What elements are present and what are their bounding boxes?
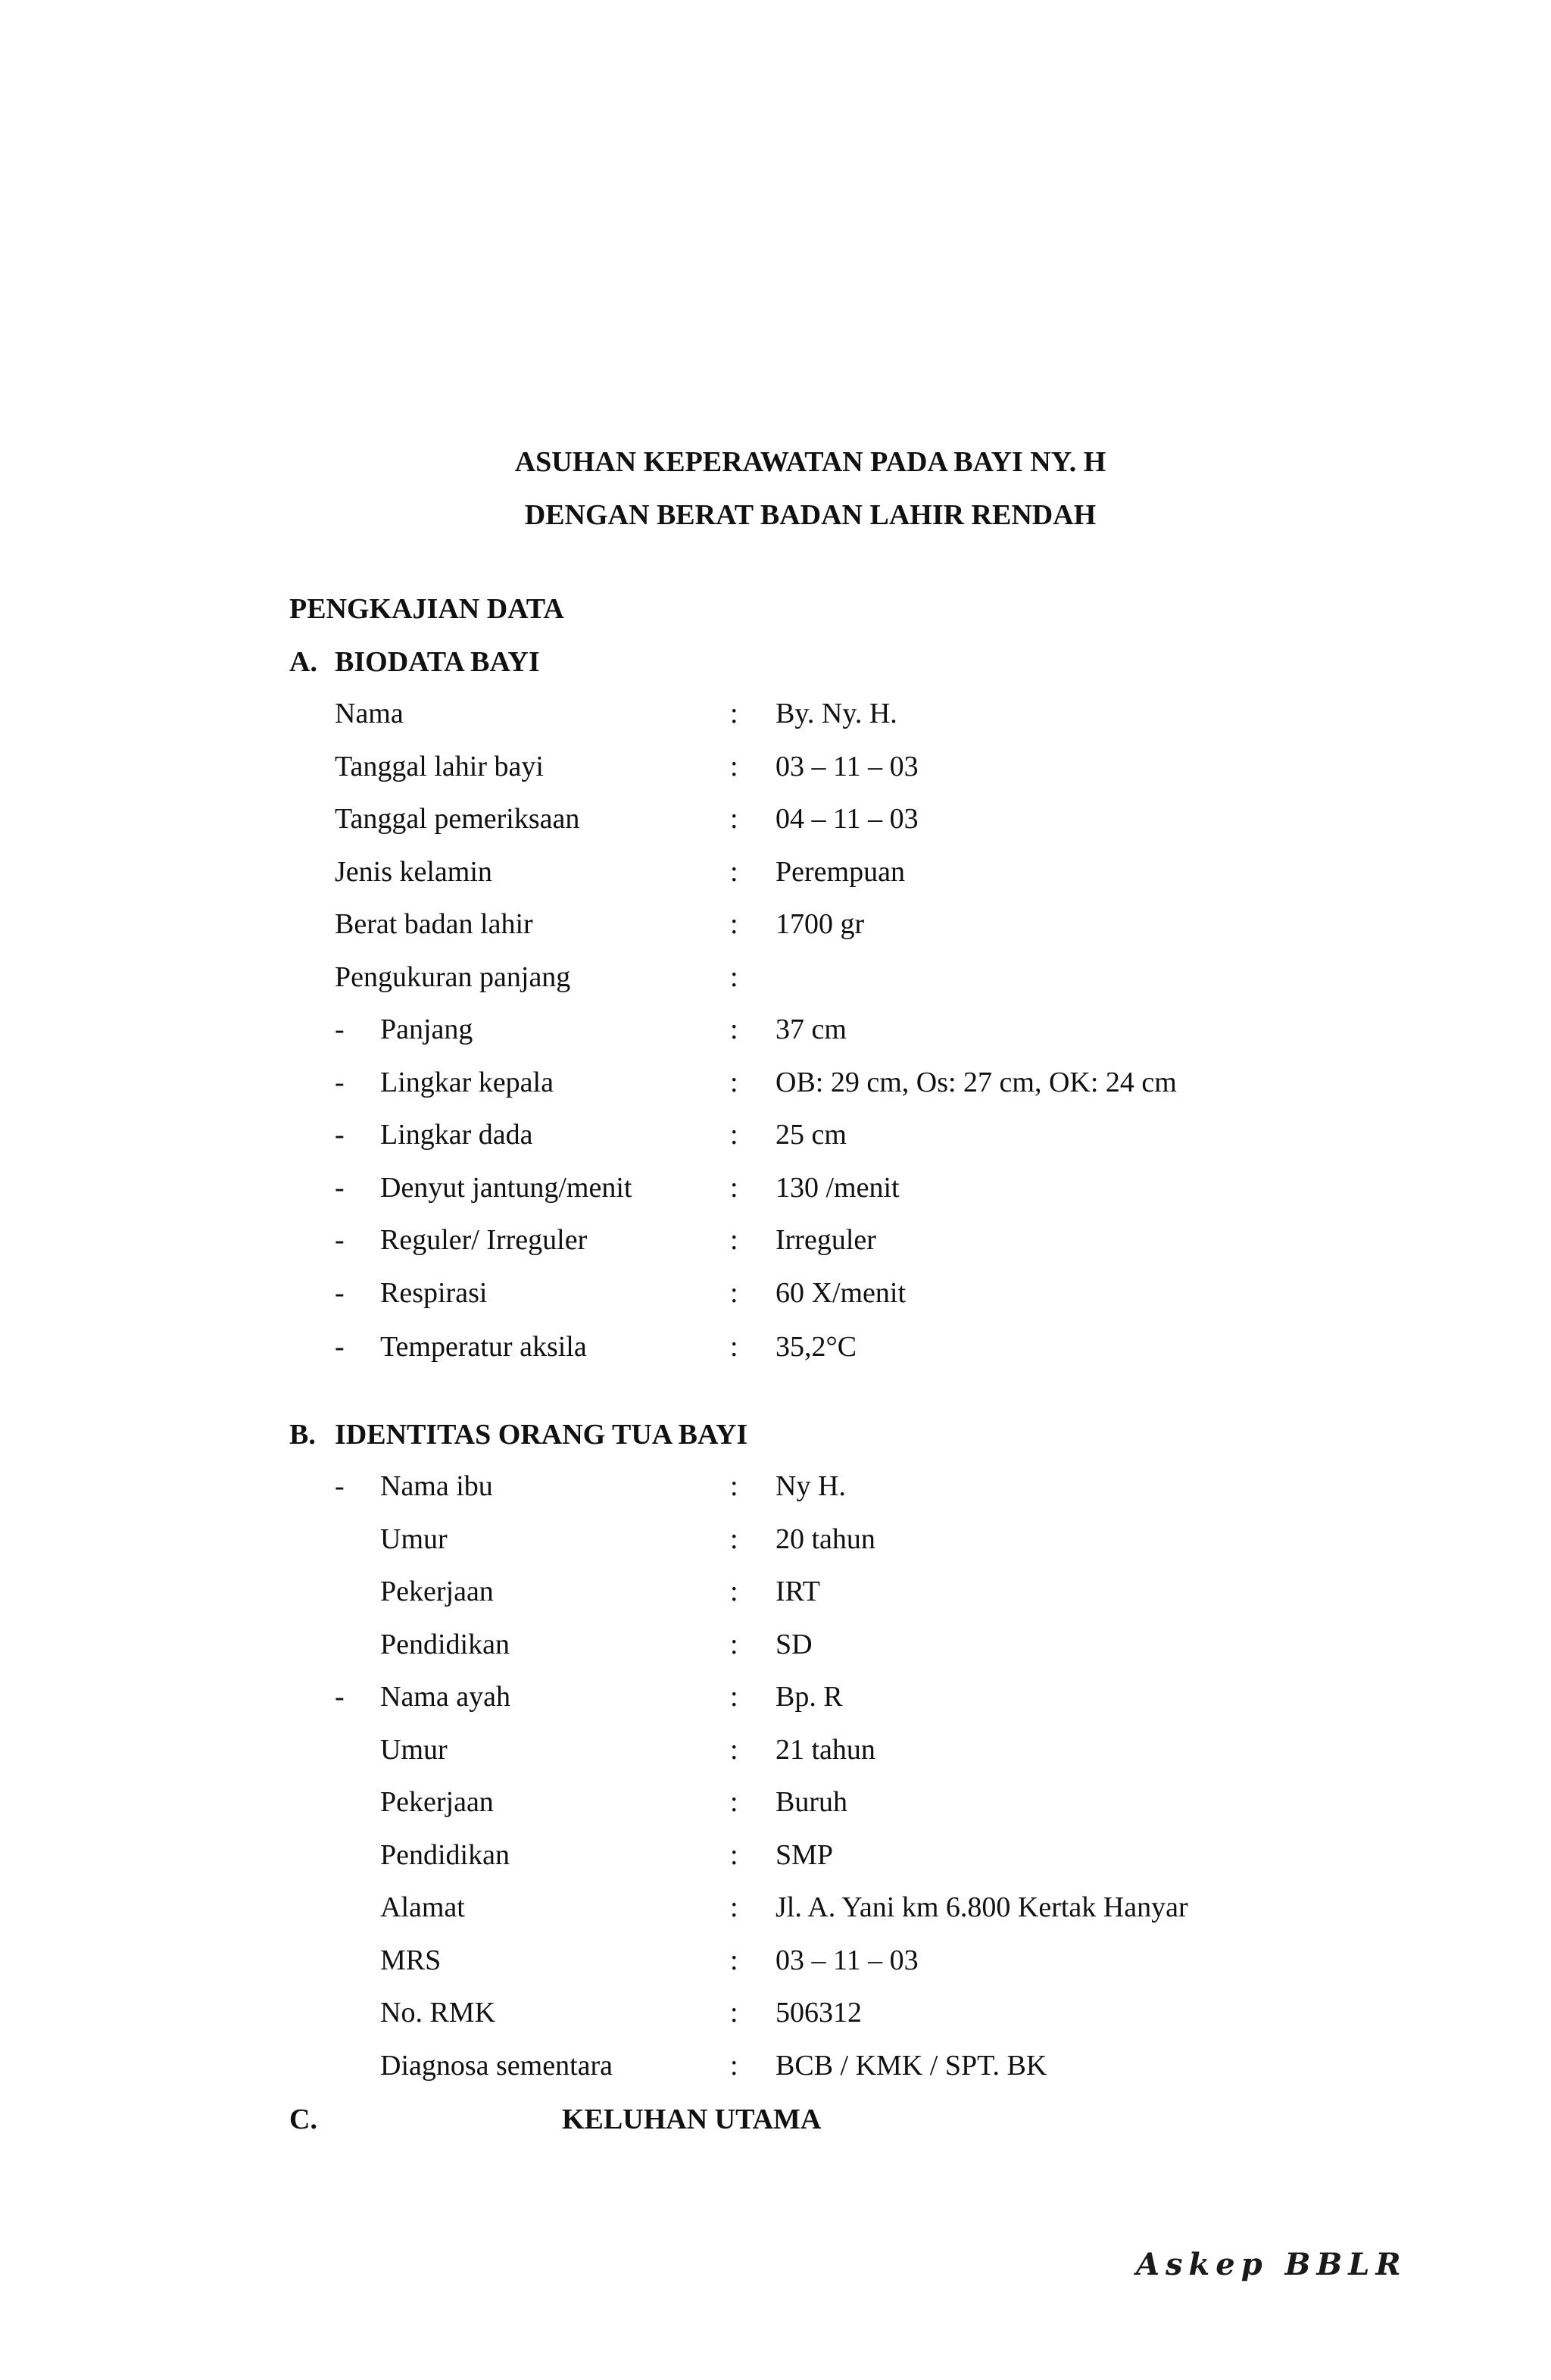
form-row (0, 855, 1551, 889)
section-b-letter: B. (289, 1419, 316, 1451)
section-c-title: KELUHAN UTAMA (562, 2104, 822, 2135)
form-row (0, 1066, 1551, 1099)
row-label: Umur (380, 1523, 448, 1555)
row-colon: : (730, 1576, 738, 1607)
row-value: Perempuan (776, 855, 905, 888)
row-colon: : (730, 803, 738, 835)
row-value: 35,2°C (776, 1331, 857, 1363)
form-row (0, 2049, 1551, 2082)
form-row (0, 1575, 1551, 1608)
row-dash: - (335, 1331, 345, 1363)
row-label: Pendidikan (380, 1838, 510, 1871)
row-dash: - (335, 1119, 345, 1151)
row-colon: : (730, 1119, 738, 1151)
row-value: SMP (776, 1838, 834, 1871)
row-value: 37 cm (776, 1014, 847, 1045)
form-row (0, 1891, 1551, 1924)
form-row (0, 1330, 1551, 1363)
form-row (0, 1838, 1551, 1872)
form-row (0, 1680, 1551, 1713)
form-row (0, 1013, 1551, 1046)
row-value: 60 X/menit (776, 1276, 907, 1309)
footer-mark: Askep BBLR (1136, 2247, 1407, 2282)
form-row (0, 1733, 1551, 1766)
row-dash: - (335, 1224, 345, 1256)
row-colon: : (730, 1681, 738, 1713)
row-label: Umur (380, 1733, 448, 1766)
row-value: 03 – 11 – 03 (776, 750, 919, 782)
form-row (0, 1785, 1551, 1819)
row-colon: : (730, 908, 738, 940)
row-colon: : (730, 1523, 738, 1555)
row-value: 03 – 11 – 03 (776, 1944, 919, 1976)
row-label: Temperatur aksila (380, 1331, 587, 1363)
row-value: 130 /menit (776, 1171, 900, 1204)
form-row (0, 1118, 1551, 1151)
row-value: BCB / KMK / SPT. BK (776, 2049, 1047, 2082)
row-label: Reguler/ Irreguler (380, 1224, 588, 1256)
row-value: Bp. R (776, 1681, 843, 1713)
row-label: Lingkar dada (380, 1119, 533, 1151)
row-dash: - (335, 1276, 345, 1309)
row-value: By. Ny. H. (776, 698, 897, 729)
row-dash: - (335, 1171, 345, 1204)
row-value: 21 tahun (776, 1733, 875, 1766)
row-label: Tanggal lahir bayi (335, 750, 544, 782)
row-label: Panjang (380, 1014, 473, 1045)
row-value: Ny H. (776, 1470, 846, 1502)
row-label: Jenis kelamin (335, 855, 492, 888)
row-value: 506312 (776, 1997, 862, 2029)
pengkajian-heading: PENGKAJIAN DATA (289, 593, 564, 625)
row-colon: : (730, 750, 738, 782)
document-title-line-1: ASUHAN KEPERAWATAN PADA BAYI NY. H (514, 446, 1106, 478)
row-dash: - (335, 1066, 345, 1098)
row-colon: : (730, 698, 738, 729)
row-label: Diagnosa sementara (380, 2049, 613, 2082)
row-label: Denyut jantung/menit (380, 1171, 632, 1204)
row-label: Nama (335, 698, 404, 729)
row-colon: : (730, 1628, 738, 1660)
form-row (0, 697, 1551, 730)
form-row (0, 1223, 1551, 1257)
row-value: IRT (776, 1576, 820, 1607)
row-dash: - (335, 1470, 345, 1502)
row-value: 20 tahun (776, 1523, 875, 1555)
row-value: Buruh (776, 1786, 847, 1818)
form-row (0, 1996, 1551, 2029)
form-row (0, 1944, 1551, 1977)
row-label: Alamat (380, 1891, 465, 1923)
row-colon: : (730, 1066, 738, 1098)
row-colon: : (730, 1891, 738, 1923)
row-label: Pekerjaan (380, 1576, 494, 1607)
row-value: OB: 29 cm, Os: 27 cm, OK: 24 cm (776, 1066, 1177, 1098)
row-colon: : (730, 1224, 738, 1256)
section-a-letter: A. (289, 646, 317, 678)
section-a-title: BIODATA BAYI (335, 646, 540, 678)
row-value: 25 cm (776, 1119, 847, 1151)
row-value: Jl. A. Yani km 6.800 Kertak Hanyar (776, 1891, 1188, 1923)
row-colon: : (730, 1786, 738, 1818)
row-label: Nama ayah (380, 1681, 510, 1713)
row-colon: : (730, 1276, 738, 1309)
row-label: Pengukuran panjang (335, 960, 571, 993)
row-value: Irreguler (776, 1224, 876, 1256)
form-row (0, 1523, 1551, 1556)
row-dash: - (335, 1014, 345, 1045)
row-label: Respirasi (380, 1276, 488, 1309)
form-row (0, 1276, 1551, 1310)
row-value: 04 – 11 – 03 (776, 803, 919, 835)
form-row (0, 907, 1551, 941)
section-c-letter: C. (289, 2104, 317, 2135)
row-colon: : (730, 1733, 738, 1766)
row-colon: : (730, 1171, 738, 1204)
row-colon: : (730, 1997, 738, 2029)
row-dash: - (335, 1681, 345, 1713)
row-colon: : (730, 2049, 738, 2082)
section-b-title: IDENTITAS ORANG TUA BAYI (335, 1419, 748, 1451)
row-colon: : (730, 960, 738, 993)
document-title-line-2: DENGAN BERAT BADAN LAHIR RENDAH (524, 499, 1097, 531)
row-colon: : (730, 1470, 738, 1502)
row-label: Nama ibu (380, 1470, 493, 1502)
row-value: 1700 gr (776, 908, 865, 940)
row-colon: : (730, 1331, 738, 1363)
row-label: MRS (380, 1944, 442, 1976)
row-label: Lingkar kepala (380, 1066, 554, 1098)
row-label: Tanggal pemeriksaan (335, 803, 580, 835)
row-colon: : (730, 1944, 738, 1976)
form-row (0, 750, 1551, 783)
form-row (0, 1470, 1551, 1503)
row-label: No. RMK (380, 1997, 496, 2029)
form-row (0, 1628, 1551, 1661)
row-value: SD (776, 1628, 813, 1660)
row-colon: : (730, 1838, 738, 1871)
row-label: Pekerjaan (380, 1786, 494, 1818)
form-row (0, 802, 1551, 835)
form-row (0, 1171, 1551, 1204)
row-label: Berat badan lahir (335, 908, 533, 940)
form-row (0, 960, 1551, 994)
row-colon: : (730, 1014, 738, 1045)
row-colon: : (730, 855, 738, 888)
row-label: Pendidikan (380, 1628, 510, 1660)
